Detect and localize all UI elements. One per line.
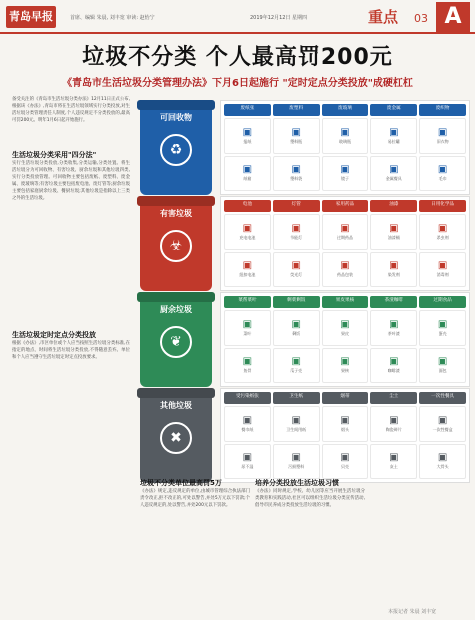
bin-category-panel [220, 196, 470, 291]
waste-item [322, 214, 369, 250]
item-caption: 充电电池 [239, 234, 256, 240]
bin-lid [137, 196, 215, 206]
item-icon: ▣ [437, 164, 448, 176]
bin-category-panel [220, 100, 470, 195]
item-icon: ▣ [242, 126, 253, 138]
item-icon: ▣ [389, 356, 399, 368]
item-caption: 塑料瓶 [290, 138, 303, 144]
item-icon: ▣ [340, 318, 350, 330]
bin-symbol-icon: ☣ [160, 230, 192, 262]
item-caption: 尿不湿 [241, 464, 254, 470]
bin-label: 有害垃圾 [160, 209, 192, 218]
waste-item [273, 444, 320, 480]
item-caption: 菜叶 [243, 330, 252, 336]
waste-item [322, 406, 369, 442]
item-icon: ▣ [291, 126, 301, 138]
waste-item [419, 310, 466, 346]
item-icon: ▣ [389, 452, 399, 464]
waste-item [370, 252, 417, 288]
article-section [140, 478, 250, 509]
waste-item [322, 118, 369, 154]
item-icon: ▣ [291, 356, 301, 368]
waste-item [224, 252, 271, 288]
waste-item [224, 348, 271, 384]
item-caption: 果核 [340, 368, 349, 374]
item-icon: ▣ [340, 126, 350, 138]
waste-item [224, 310, 271, 346]
item-caption: 贝壳 [340, 464, 349, 470]
item-caption: 餐巾纸 [241, 426, 254, 432]
item-caption: 烟头 [340, 426, 349, 432]
category-header: 茶渣咖啡 [370, 296, 417, 308]
bin-label: 可回收物 [160, 113, 192, 122]
headline: 垃圾不分类 个人最高罚200元 [82, 45, 393, 70]
waste-item [273, 406, 320, 442]
waste-item [370, 118, 417, 154]
section-body: 根据《办法》,市区单位或个人应当按照生活垃圾分类标准,在指定的地点、时间将生活垃圾分类投放,不得随意丢弃。单位和个人应当遵守生活垃圾定时定点投放要求。 [12, 341, 130, 360]
waste-item [419, 252, 466, 288]
section-body: 《办法》规定,违反规定的单位,由城市管理综合执法部门责令改正,拒不改正的,可处以警告,并处5万元以下罚款;个人违反规定的,处以警告,并处200元以下罚款。 [140, 489, 250, 508]
bin-symbol-icon: ✖ [160, 422, 192, 454]
item-icon: ▣ [242, 356, 253, 368]
bin-lid [137, 292, 215, 302]
item-caption: 毛巾 [438, 176, 447, 182]
item-caption: 杀虫剂 [436, 234, 449, 240]
item-caption: 药品包装 [336, 272, 353, 278]
item-caption: 报纸 [243, 138, 252, 144]
category-header: 尘土 [370, 392, 417, 404]
issue-date: 2019年12月12日 星期四 [250, 15, 308, 21]
item-caption: 纽扣电池 [239, 272, 256, 278]
waste-item [273, 348, 320, 384]
item-icon: ▣ [242, 452, 253, 464]
editor-credits: 首席、编辑 朱晨, 刘丰宽 审读: 赵怡宁 [70, 15, 155, 21]
item-caption: 咖啡渣 [387, 368, 400, 374]
category-header: 果皮果核 [322, 296, 369, 308]
item-caption: 污损塑料 [288, 464, 305, 470]
waste-item [273, 156, 320, 192]
waste-item [273, 252, 320, 288]
bin-symbol-icon: ♻ [160, 134, 192, 166]
trash-bin-icon [140, 388, 212, 483]
item-caption: 蛋壳 [438, 330, 447, 336]
item-icon: ▣ [291, 260, 301, 272]
item-caption: 茶叶渣 [387, 330, 400, 336]
item-icon: ▣ [389, 222, 399, 234]
section-body: 实行生活垃圾分类投放,分类收集,分类运输,分类处置。将生活垃圾分为可回收物、有害垃圾、厨余垃圾和其他垃圾四类,实行分类投放管理。可回收物主要包括废纸、废塑料、废金属、废玻璃等;有害垃圾主要包括废电池、废灯管等;厨余垃圾主要包括家庭厨余垃圾、餐厨垃圾;其他垃圾是指除以上三类之外的生活垃圾。 [12, 161, 130, 201]
bin-lid [137, 388, 215, 398]
item-caption: 金属餐具 [385, 176, 402, 182]
waste-item [273, 214, 320, 250]
item-icon: ▣ [340, 164, 350, 176]
item-caption: 镜子 [340, 176, 349, 182]
item-caption: 纸箱 [243, 176, 252, 182]
category-header: 废织物 [419, 104, 466, 116]
trash-bin-icon [140, 292, 212, 387]
waste-item [370, 310, 417, 346]
waste-item [322, 156, 369, 192]
category-header: 日用化学品 [419, 200, 466, 212]
item-icon: ▣ [437, 318, 448, 330]
waste-item [370, 156, 417, 192]
trash-bin-icon [140, 100, 212, 195]
subheadline: 《青岛市生活垃圾分类管理办法》下月6日起施行 "定时定点分类投放"成硬杠杠 [62, 78, 413, 89]
item-caption: 鱼骨 [243, 368, 252, 374]
item-icon: ▣ [437, 260, 448, 272]
item-caption: 卫生间用纸 [286, 426, 307, 432]
article-section [12, 330, 130, 361]
item-caption: 旧衣物 [436, 138, 449, 144]
item-icon: ▣ [389, 164, 399, 176]
item-caption: 油漆桶 [387, 234, 400, 240]
item-icon: ▣ [389, 260, 399, 272]
item-caption: 玻璃瓶 [338, 138, 351, 144]
item-icon: ▣ [242, 414, 253, 426]
item-icon: ▣ [437, 452, 448, 464]
section-title: 垃圾不分类单位最高罚5万 [140, 479, 222, 487]
category-header: 剩菜剩饭 [273, 296, 320, 308]
category-header: 废塑料 [273, 104, 320, 116]
section-name: 重点 [368, 8, 399, 26]
waste-item [419, 156, 466, 192]
category-header: 卫生纸 [273, 392, 320, 404]
item-icon: ▣ [291, 222, 301, 234]
item-caption: 大骨头 [436, 464, 449, 470]
item-caption: 染发剂 [387, 272, 400, 278]
item-icon: ▣ [242, 164, 253, 176]
bin-row [140, 292, 470, 387]
waste-item [322, 252, 369, 288]
item-icon: ▣ [389, 318, 399, 330]
bin-symbol-icon: ❦ [160, 326, 192, 358]
category-header: 家用药品 [322, 200, 369, 212]
waste-item [224, 156, 271, 192]
waste-item [370, 348, 417, 384]
item-caption: 一次性餐盒 [432, 426, 453, 432]
item-caption: 过期药品 [336, 234, 353, 240]
waste-item [370, 406, 417, 442]
waste-item [322, 348, 369, 384]
item-caption: 节能灯 [290, 234, 303, 240]
category-header: 废玻璃 [322, 104, 369, 116]
item-icon: ▣ [389, 126, 399, 138]
item-icon: ▣ [291, 318, 301, 330]
waste-item [322, 444, 369, 480]
bin-lid [137, 100, 215, 110]
category-header: 过期食品 [419, 296, 466, 308]
category-header: 灯管 [273, 200, 320, 212]
bin-category-panel [220, 292, 470, 387]
category-header: 一次性餐具 [419, 392, 466, 404]
item-icon: ▣ [389, 414, 399, 426]
waste-item [419, 348, 466, 384]
section-title: 培养分类投放生活垃圾习惯 [255, 479, 339, 487]
item-caption: 瓜子壳 [290, 368, 303, 374]
intro-paragraph: 备受关注的《青岛市生活垃圾分类办法》12月11日正式公布,根据该《办法》,青岛市将在生活垃圾领域实行分类投放,对生活垃圾分类管理责任人制度,个人违反规定不分类投放的,最高可罚200元。明年1月6日起开始施行。 [12, 97, 130, 123]
item-caption: 消毒剂 [436, 272, 449, 278]
item-icon: ▣ [242, 222, 253, 234]
page-number: 03 [414, 12, 428, 25]
item-icon: ▣ [340, 222, 350, 234]
item-caption: 果皮 [340, 330, 349, 336]
category-header: 菜帮菜叶 [224, 296, 271, 308]
waste-item [370, 214, 417, 250]
newspaper-logo: 青岛早报 [6, 6, 56, 28]
item-icon: ▣ [340, 356, 350, 368]
waste-item [273, 310, 320, 346]
section-title: 生活垃圾定时定点分类投放 [12, 331, 96, 339]
article-section [12, 150, 130, 202]
reporter-credit: 本报记者 朱晨 刘丰宽 [388, 609, 437, 615]
bin-row [140, 100, 470, 195]
bin-row [140, 388, 470, 483]
item-icon: ▣ [340, 452, 350, 464]
waste-item [419, 406, 466, 442]
waste-item [419, 118, 466, 154]
item-caption: 陶瓷碎片 [385, 426, 402, 432]
waste-item [224, 214, 271, 250]
waste-item [273, 118, 320, 154]
waste-item [419, 214, 466, 250]
bin-category-panel [220, 388, 470, 483]
waste-item [224, 444, 271, 480]
category-header: 电池 [224, 200, 271, 212]
bin-label: 其他垃圾 [160, 401, 192, 410]
waste-item [419, 444, 466, 480]
edition-letter: A [436, 2, 470, 32]
item-icon: ▣ [291, 414, 301, 426]
item-icon: ▣ [437, 126, 448, 138]
bin-row [140, 196, 470, 291]
item-icon: ▣ [291, 164, 301, 176]
item-caption: 剩饭 [292, 330, 301, 336]
waste-item [370, 444, 417, 480]
item-caption: 荧光灯 [290, 272, 303, 278]
item-icon: ▣ [437, 356, 448, 368]
bin-label: 厨余垃圾 [160, 305, 192, 314]
category-header: 烟蒂 [322, 392, 369, 404]
item-caption: 易拉罐 [387, 138, 400, 144]
item-icon: ▣ [242, 318, 253, 330]
waste-item [322, 310, 369, 346]
item-icon: ▣ [437, 222, 448, 234]
category-header: 废纸张 [224, 104, 271, 116]
category-header: 受污染纸张 [224, 392, 271, 404]
waste-item [224, 406, 271, 442]
article-section [255, 478, 365, 509]
category-header: 废金属 [370, 104, 417, 116]
section-title: 生活垃圾分类采用"四分法" [12, 151, 97, 159]
item-caption: 塑料袋 [290, 176, 303, 182]
trash-bin-icon [140, 196, 212, 291]
waste-item [224, 118, 271, 154]
item-icon: ▣ [340, 260, 350, 272]
item-caption: 面包 [438, 368, 447, 374]
item-icon: ▣ [291, 452, 301, 464]
item-caption: 灰土 [389, 464, 398, 470]
item-icon: ▣ [340, 414, 350, 426]
item-icon: ▣ [437, 414, 448, 426]
item-icon: ▣ [242, 260, 253, 272]
masthead [0, 0, 475, 34]
section-body: 《办法》同时规定,学校、幼儿园等应当开展生活垃圾分类教育和实践活动,社区可以组织生活垃圾分类宣传活动,倡导市民养成分类投放生活垃圾的习惯。 [255, 489, 365, 508]
category-header: 油漆 [370, 200, 417, 212]
